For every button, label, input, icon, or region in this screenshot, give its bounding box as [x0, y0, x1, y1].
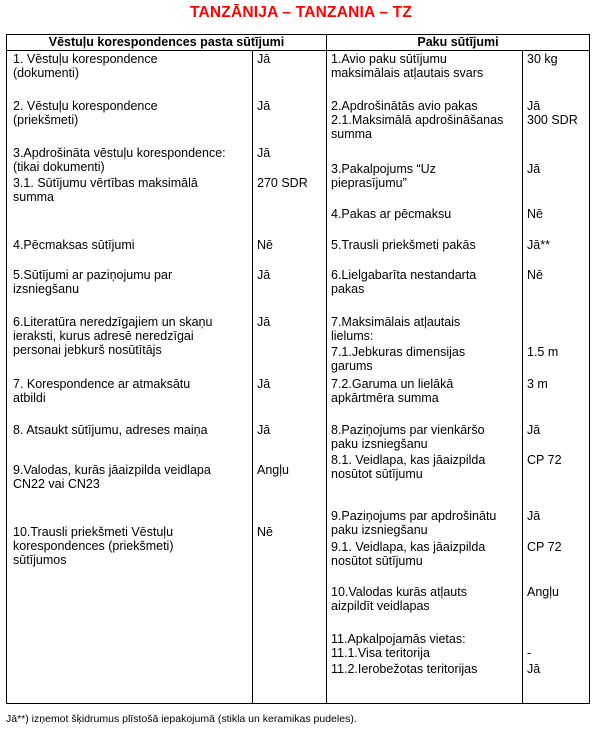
parcel-row-value: Jā	[527, 99, 541, 113]
letter-row-label: 9.Valodas, kurās jāaizpilda veidlapa CN22 vai CN23	[13, 463, 211, 491]
letter-row-value: Jā	[257, 146, 271, 160]
parcel-row-value: Jā	[527, 662, 541, 676]
letter-row-label: 3.1. Sūtījumu vērtības maksimālā summa	[13, 176, 198, 204]
letter-row-label: 7. Korespondence ar atmaksātu atbildi	[13, 377, 191, 405]
letter-row-value: Jā	[257, 315, 271, 329]
parcel-row-label: 9.Paziņojums par apdrošinātu paku izsniegšanu	[331, 509, 497, 537]
parcel-row-label: 11.1.Visa teritorija	[331, 646, 430, 660]
parcel-row-value: CP 72	[527, 453, 562, 467]
column-divider	[522, 51, 523, 703]
column-divider	[252, 51, 253, 703]
letter-row-value: Jā	[257, 423, 271, 437]
page-title: TANZĀNIJA – TANZANIA – TZ	[190, 4, 412, 21]
parcel-row-value: Jā	[527, 162, 541, 176]
parcel-row-label: 7.Maksimālais atļautais lielums:	[331, 315, 461, 343]
letter-row-label: 3.Apdrošināta vēstuļu korespondence: (tikai dokumenti)	[13, 146, 226, 174]
parcel-row-value: Jā	[527, 509, 541, 523]
letter-row-label: 1. Vēstuļu korespondence (dokumenti)	[13, 52, 158, 80]
parcel-row-label: 1.Avio paku sūtījumu maksimālais atļautais svars	[331, 52, 484, 80]
parcel-row-label: 7.1.Jebkuras dimensijas garums	[331, 345, 466, 373]
parcel-row-label: 8.1. Veidlapa, kas jāaizpilda nosūtot sūtījumu	[331, 453, 486, 481]
header-letter-post: Vēstuļu korespondences pasta sūtījumi	[48, 35, 285, 49]
parcel-row-label: 4.Pakas ar pēcmaksu	[331, 207, 452, 221]
letter-row-label: 4.Pēcmaksas sūtījumi	[13, 238, 135, 252]
parcel-row-label: 3.Pakalpojums “Uz pieprasījumu”	[331, 162, 436, 190]
letter-row-label: 10.Trausli priekšmeti Vēstuļu korespondences (priekšmeti) sūtījumos	[13, 525, 174, 567]
letter-row-label: 2. Vēstuļu korespondence (priekšmeti)	[13, 99, 158, 127]
parcel-row-value: 300 SDR	[527, 113, 578, 127]
letter-row-value: Jā	[257, 268, 271, 282]
parcel-row-label: 2.1.Maksimālā apdrošināšanas summa	[331, 113, 504, 141]
letter-row-value: 270 SDR	[257, 176, 308, 190]
header-parcels: Paku sūtījumi	[417, 35, 499, 49]
letter-row-label: 6.Literatūra neredzīgajiem un skaņu ieraksti, kurus adresē neredzīgai personai jebkurš nosūtītājs	[13, 315, 213, 357]
parcel-row-value: Jā	[527, 423, 541, 437]
footnote: Jā**) izņemot šķidrumus plīstošā iepakojumā (stikla un keramikas pudeles).	[6, 713, 357, 725]
letter-row-value: Jā	[257, 52, 271, 66]
parcel-row-value: Nē	[527, 207, 543, 221]
parcel-row-value: Nē	[527, 268, 543, 282]
letter-row-value: Angļu	[257, 463, 289, 477]
parcel-row-value: 1.5 m	[527, 345, 559, 359]
parcel-row-label: 11.Apkalpojamās vietas:	[331, 632, 466, 646]
letter-row-label: 8. Atsaukt sūtījumu, adreses maiņa	[13, 423, 208, 437]
parcel-row-label: 11.2.Ierobežotas teritorijas	[331, 662, 478, 676]
parcel-row-value: -	[527, 646, 532, 660]
parcel-row-label: 9.1. Veidlapa, kas jāaizpilda nosūtot sūtījumu	[331, 540, 486, 568]
parcel-row-label: 2.Apdrošinātās avio pakas	[331, 99, 478, 113]
parcel-row-value: Angļu	[527, 585, 559, 599]
parcel-row-label: 7.2.Garuma un lielākā apkārtmēra summa	[331, 377, 454, 405]
parcel-row-value: Jā**	[527, 238, 550, 252]
letter-row-label: 5.Sūtījumi ar paziņojumu par izsniegšanu	[13, 268, 173, 296]
letter-row-value: Jā	[257, 99, 271, 113]
parcel-row-label: 6.Lielgabarīta nestandarta pakas	[331, 268, 477, 296]
column-divider-main	[326, 35, 327, 703]
parcel-row-value: 3 m	[527, 377, 548, 391]
parcel-row-label: 8.Paziņojums par vienkāršo paku izsniegšanu	[331, 423, 485, 451]
services-table	[6, 34, 590, 704]
parcel-row-value: CP 72	[527, 540, 562, 554]
letter-row-value: Nē	[257, 238, 273, 252]
parcel-row-label: 10.Valodas kurās atļauts aizpildīt veidlapas	[331, 585, 467, 613]
parcel-row-label: 5.Trausli priekšmeti pakās	[331, 238, 476, 252]
letter-row-value: Jā	[257, 377, 271, 391]
parcel-row-value: 30 kg	[527, 52, 558, 66]
letter-row-value: Nē	[257, 525, 273, 539]
table-header	[7, 35, 589, 51]
